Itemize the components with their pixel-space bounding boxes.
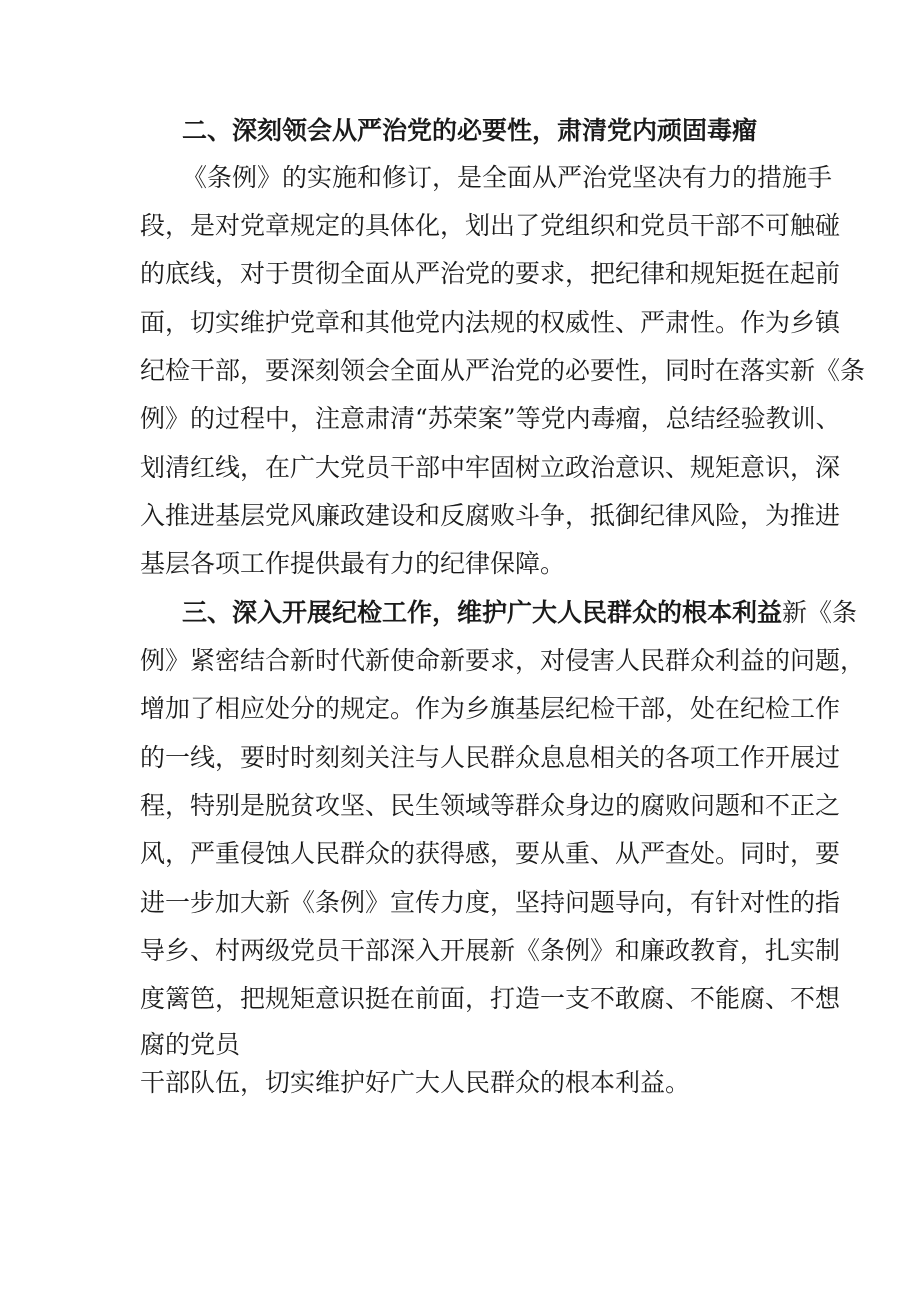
paragraph-line: 的底线，对于贯彻全面从严治党的要求，把纪律和规矩挺在起前 [140, 259, 841, 288]
paragraph-line: 的一线，要时时刻刻关注与人民群众息息相关的各项工作开展过 [140, 743, 841, 772]
paragraph-line: 导乡、村两级党员干部深入开展新《条例》和廉政教育，扎实制 [140, 936, 841, 965]
paragraph-line: 段，是对党章规定的具体化，划出了党组织和党员干部不可触碰 [140, 211, 841, 240]
paragraph-line: 进一步加大新《条例》宣传力度，坚持问题导向，有针对性的指 [140, 888, 841, 917]
paragraph-line: 度篱笆，把规矩意识挺在前面，打造一支不敢腐、不能腐、不想 [140, 984, 841, 1013]
paragraph-line: 腐的党员 [140, 1030, 241, 1059]
section-3-heading-tail: 新《条 [782, 598, 858, 627]
paragraph-line: 增加了相应处分的规定。作为乡旗基层纪检干部，处在纪检工作 [140, 694, 841, 723]
paragraph-line: 纪检干部，要深刻领会全面从严治党的必要性，同时在落实新《条 [140, 356, 866, 385]
paragraph-line: 基层各项工作提供最有力的纪律保障。 [140, 549, 566, 578]
paragraph-line: 干部队伍，切实维护好广大人民群众的根本利益。 [140, 1068, 691, 1097]
paragraph-line: 例》的过程中，注意肃清“苏荣案”等党内毒瘤，总结经验教训、 [140, 404, 841, 433]
paragraph-line: 程，特别是脱贫攻坚、民生领域等群众身边的腐败问题和不正之 [140, 791, 841, 820]
paragraph-line: 入推进基层党风廉政建设和反腐败斗争，抵御纪律风险，为推进 [140, 501, 841, 530]
section-3-heading-line [182, 598, 857, 628]
paragraph-line: 《条例》的实施和修订，是全面从严治党坚决有力的措施手 [182, 163, 833, 192]
section-3-heading: 三、深入开展纪检工作，维护广大人民群众的根本利益 [182, 598, 783, 627]
paragraph-line: 面，切实维护党章和其他党内法规的权威性、严肃性。作为乡镇 [140, 308, 841, 337]
paragraph-line: 风，严重侵蚀人民群众的获得感，要从重、从严查处。同时，要 [140, 839, 841, 868]
paragraph-line: 例》紧密结合新时代新使命新要求，对侵害人民群众利益的问题， [140, 646, 866, 675]
section-2-heading: 二、深刻领会从严治党的必要性，肃清党内顽固毒瘤 [182, 116, 758, 145]
paragraph-line: 划清红线，在广大党员干部中牢固树立政治意识、规矩意识，深 [140, 453, 841, 482]
